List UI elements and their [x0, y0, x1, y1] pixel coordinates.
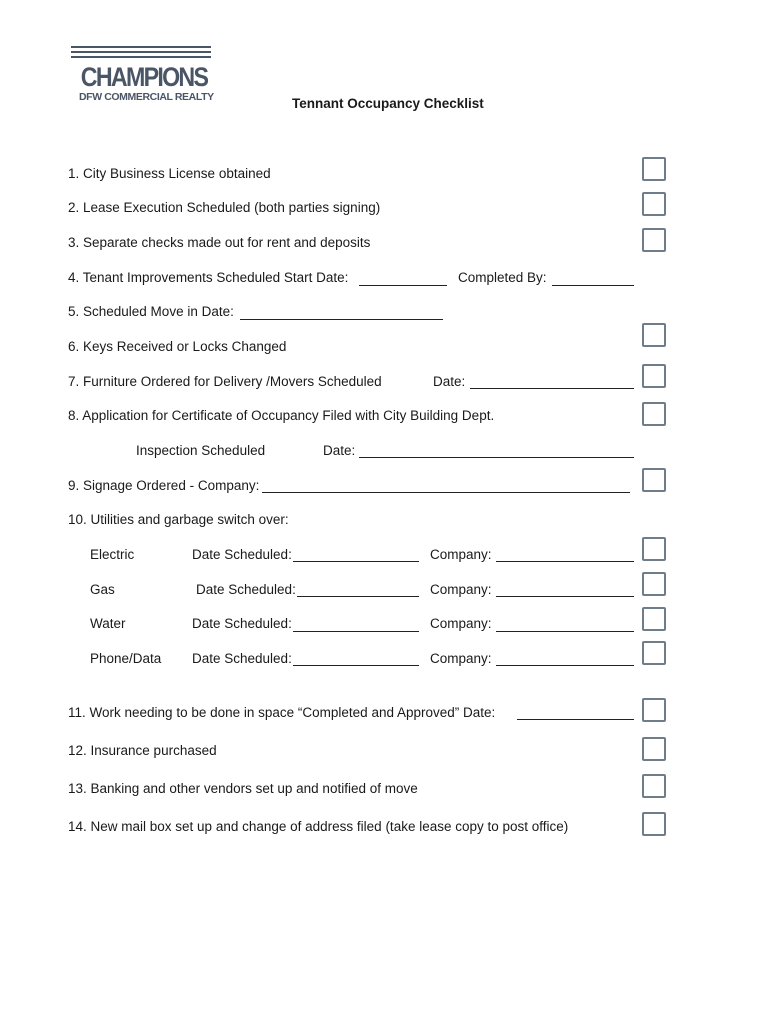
item-5-label: 5. Scheduled Move in Date:	[68, 304, 234, 319]
logo-bar	[71, 56, 211, 58]
utility-water-label: Water	[90, 616, 126, 631]
item-11-label: 11. Work needing to be done in space “Completed and Approved” Date:	[68, 705, 496, 720]
item-4-completed-field[interactable]	[552, 285, 634, 286]
logo-wordmark: CHAMPIONS	[80, 62, 208, 92]
item-14-label: 14. New mail box set up and change of address filed (take lease copy to post office)	[68, 819, 569, 834]
utility-date-label: Date Scheduled:	[192, 616, 292, 631]
item-11-checkbox[interactable]	[642, 698, 666, 722]
phone-checkbox[interactable]	[642, 641, 666, 665]
inspection-date-label: Date:	[323, 443, 356, 458]
item-9-checkbox[interactable]	[642, 468, 666, 492]
item-9-label: 9. Signage Ordered - Company:	[68, 478, 260, 493]
item-3-label: 3. Separate checks made out for rent and deposits	[68, 235, 371, 250]
item-7-date-label: Date:	[433, 374, 466, 389]
electric-date-field[interactable]	[293, 561, 419, 562]
electric-checkbox[interactable]	[642, 537, 666, 561]
item-2-label: 2. Lease Execution Scheduled (both parties signing)	[68, 200, 381, 215]
water-checkbox[interactable]	[642, 607, 666, 631]
item-12-label: 12. Insurance purchased	[68, 743, 217, 758]
champions-logo	[68, 46, 214, 108]
phone-company-field[interactable]	[496, 665, 634, 666]
logo-bar	[71, 51, 211, 53]
item-3-checkbox[interactable]	[642, 228, 666, 252]
item-6-label: 6. Keys Received or Locks Changed	[68, 339, 287, 354]
logo-bar	[71, 46, 211, 48]
page-title: Tennant Occupancy Checklist	[292, 96, 484, 111]
item-11-date-field[interactable]	[517, 719, 634, 720]
inspection-date-field[interactable]	[359, 457, 634, 458]
water-company-field[interactable]	[496, 631, 634, 632]
item-7-date-field[interactable]	[470, 388, 634, 389]
utility-gas-label: Gas	[90, 582, 115, 597]
phone-date-field[interactable]	[293, 665, 419, 666]
utility-date-label: Date Scheduled:	[192, 547, 292, 562]
item-13-checkbox[interactable]	[642, 774, 666, 798]
item-14-checkbox[interactable]	[642, 812, 666, 836]
item-8-label: 8. Application for Certificate of Occupancy Filed with City Building Dept.	[68, 408, 495, 423]
inspection-label: Inspection Scheduled	[136, 443, 266, 458]
utility-electric-label: Electric	[90, 547, 135, 562]
item-8-checkbox[interactable]	[642, 402, 666, 426]
gas-checkbox[interactable]	[642, 572, 666, 596]
logo-tagline: DFW COMMERCIAL REALTY	[79, 91, 214, 103]
item-5-date-field[interactable]	[240, 319, 443, 320]
item-4-start-date-field[interactable]	[359, 285, 447, 286]
gas-company-field[interactable]	[496, 596, 634, 597]
utility-company-label: Company:	[430, 616, 492, 631]
utility-company-label: Company:	[430, 582, 492, 597]
utility-company-label: Company:	[430, 547, 492, 562]
utility-company-label: Company:	[430, 651, 492, 666]
gas-date-field[interactable]	[297, 596, 419, 597]
signage-company-field[interactable]	[262, 492, 630, 493]
water-date-field[interactable]	[293, 631, 419, 632]
utility-date-label: Date Scheduled:	[196, 582, 296, 597]
item-12-checkbox[interactable]	[642, 737, 666, 761]
item-1-checkbox[interactable]	[642, 157, 666, 181]
item-10-label: 10. Utilities and garbage switch over:	[68, 512, 289, 527]
item-2-checkbox[interactable]	[642, 192, 666, 216]
electric-company-field[interactable]	[496, 561, 634, 562]
item-4-label: 4. Tenant Improvements Scheduled Start Date:	[68, 270, 349, 285]
item-13-label: 13. Banking and other vendors set up and notified of move	[68, 781, 418, 796]
item-6-checkbox[interactable]	[642, 323, 666, 347]
item-7-label: 7. Furniture Ordered for Delivery /Movers Scheduled	[68, 374, 382, 389]
item-7-checkbox[interactable]	[642, 364, 666, 388]
item-1-label: 1. City Business License obtained	[68, 166, 271, 181]
utility-phone-label: Phone/Data	[90, 651, 162, 666]
utility-date-label: Date Scheduled:	[192, 651, 292, 666]
item-4-completed-label: Completed By:	[458, 270, 547, 285]
